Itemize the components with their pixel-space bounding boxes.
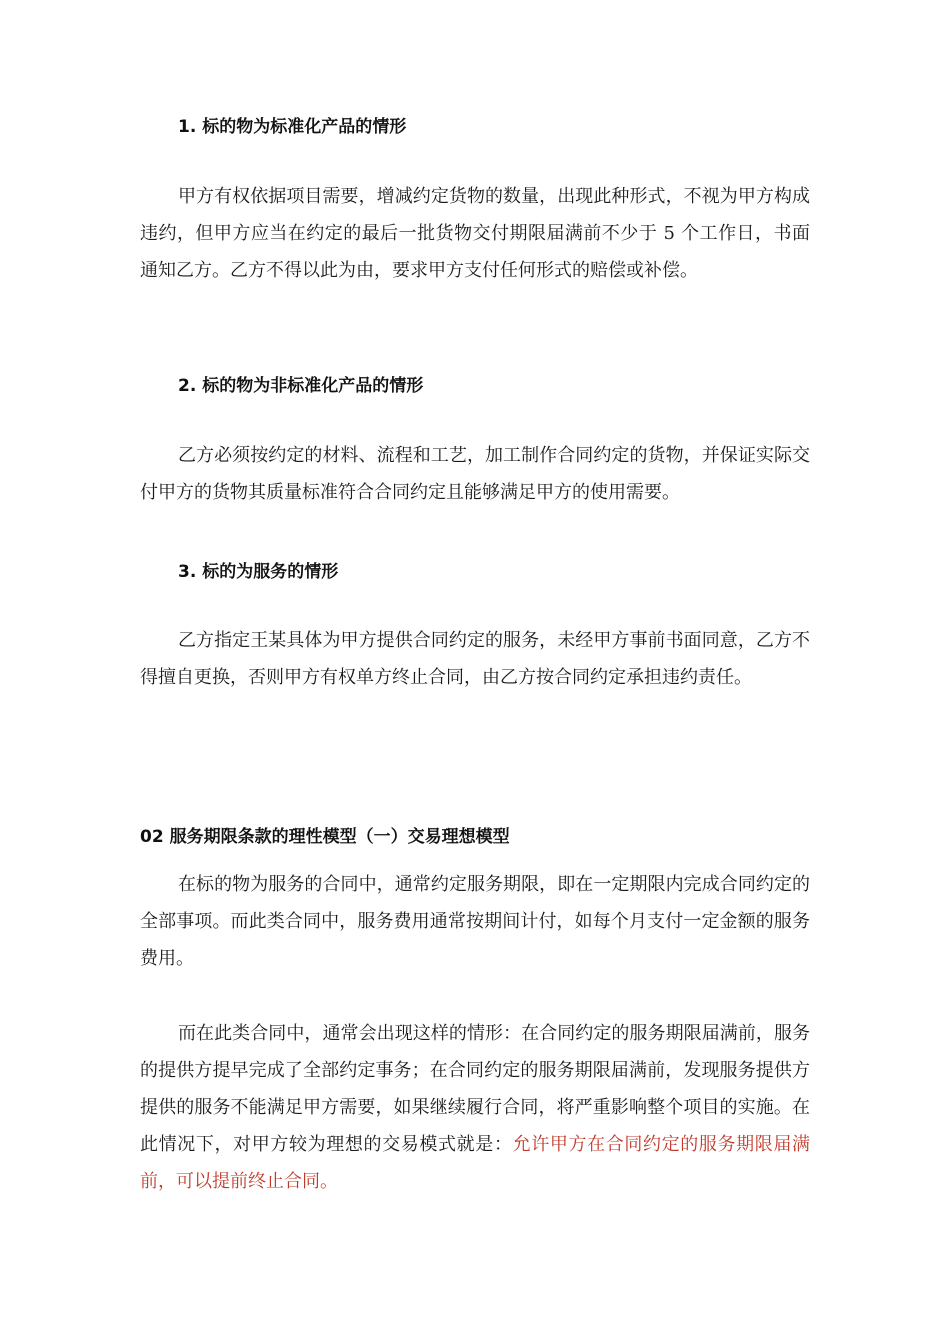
heading-standard-product: 1. 标的物为标准化产品的情形 — [178, 117, 407, 137]
paragraph-standard-product: 甲方有权依据项目需要，增减约定货物的数量，出现此种形式，不视为甲方构成违约，但甲方应当在约定的最后一批货物交付期限届满前不少于 5 个工作日，书面通知乙方。乙方不得以此为由，要求甲方支付任何形式的赔偿或补偿。 — [140, 186, 810, 281]
heading-nonstandard-product: 2. 标的物为非标准化产品的情形 — [178, 376, 424, 396]
section-02-paragraph-2 — [140, 1015, 810, 1200]
paragraph-nonstandard-product: 乙方必须按约定的材料、流程和工艺，加工制作合同约定的货物，并保证实际交付甲方的货物其质量标准符合合同约定且能够满足甲方的使用需要。 — [140, 445, 810, 503]
paragraph-service: 乙方指定王某具体为甲方提供合同约定的服务，未经甲方事前书面同意，乙方不得擅自更换，否则甲方有权单方终止合同，由乙方按合同约定承担违约责任。 — [140, 630, 810, 688]
heading-service: 3. 标的为服务的情形 — [178, 562, 339, 582]
paragraph-2-normal-text: 而在此类合同中，通常会出现这样的情形：在合同约定的服务期限届满前，服务的提供方提早完成了全部约定事务；在合同约定的服务期限届满前，发现服务提供方提供的服务不能满足甲方需要，如果继续履行合同，将严重影响整个项目的实施。在此情况下，对甲方较为理想的交易模式就是： — [140, 1023, 810, 1155]
section-02-paragraph-1: 在标的物为服务的合同中，通常约定服务期限，即在一定期限内完成合同约定的全部事项。而此类合同中，服务费用通常按期间计付，如每个月支付一定金额的服务费用。 — [140, 874, 810, 969]
paragraph-2-highlighted-text: 允许甲方在合同约定的服务期限届满前，可以提前终止合同。 — [140, 1134, 811, 1192]
section-02-heading: 02 服务期限条款的理性模型（一）交易理想模型 — [140, 827, 510, 847]
